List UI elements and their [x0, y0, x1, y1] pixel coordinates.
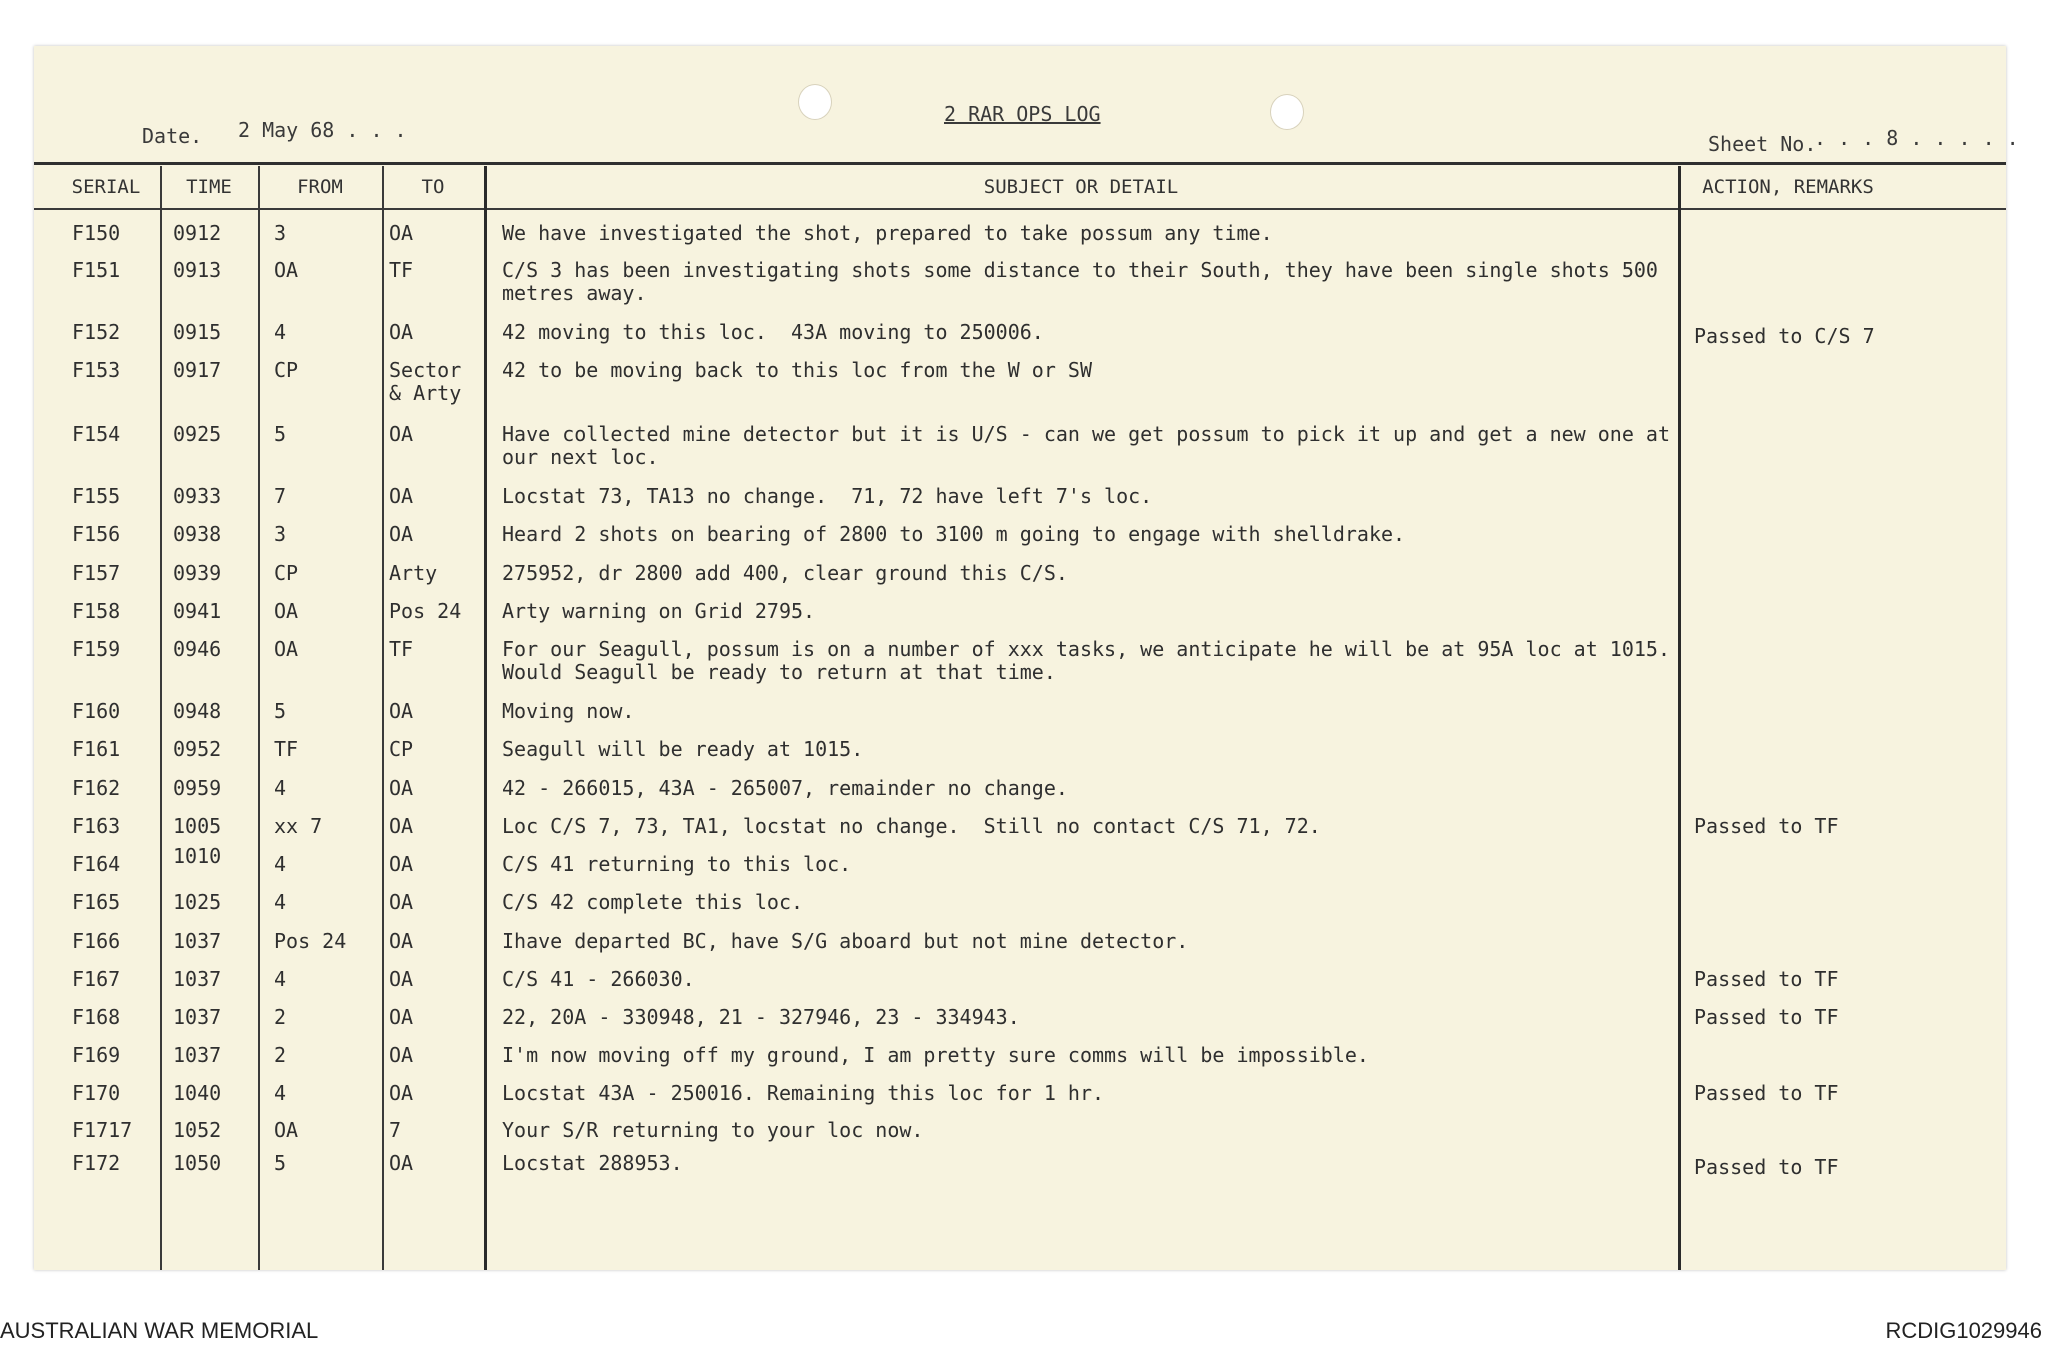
to-cell: OA — [389, 320, 414, 344]
from-cell: CP — [274, 561, 299, 585]
subject-cell: Have collected mine detector but it is U/S - can we get possum to pick it up and get a new one at our next loc. — [502, 422, 1683, 469]
subject-cell: Loc C/S 7, 73, TA1, locstat no change. Still no contact C/S 71, 72. — [502, 814, 1321, 838]
time-cell: 0912 — [173, 221, 222, 245]
subject-cell: C/S 41 - 266030. — [502, 967, 695, 991]
col-header-time: TIME — [186, 176, 232, 198]
time-cell: 0959 — [173, 776, 222, 800]
to-cell: OA — [389, 1081, 414, 1105]
from-cell: 3 — [274, 221, 287, 245]
header-rule-bottom — [34, 208, 2006, 210]
to-cell: OA — [389, 484, 414, 508]
time-cell: 0952 — [173, 737, 222, 761]
subject-cell: Seagull will be ready at 1015. — [502, 737, 864, 761]
from-cell: 5 — [274, 422, 287, 446]
archive-credit: AUSTRALIAN WAR MEMORIAL — [0, 1318, 319, 1343]
subject-cell: 275952, dr 2800 add 400, clear ground this C/S. — [502, 561, 1068, 585]
serial-cell: F164 — [72, 852, 121, 876]
serial-cell: F157 — [72, 561, 121, 585]
date-value: 2 May 68 . . . — [238, 118, 407, 142]
time-cell: 1037 — [173, 1005, 222, 1029]
to-cell: 7 — [389, 1118, 402, 1142]
time-cell: 0939 — [173, 561, 222, 585]
to-cell: OA — [389, 1005, 414, 1029]
action-cell: Passed to TF — [1694, 1155, 1839, 1179]
subject-cell: 42 to be moving back to this loc from the W or SW — [502, 358, 1093, 382]
time-cell: 1037 — [173, 929, 222, 953]
from-cell: OA — [274, 637, 299, 661]
to-cell: OA — [389, 814, 414, 838]
punch-hole-left — [798, 84, 832, 120]
time-cell: 0948 — [173, 699, 222, 723]
archive-id: RCDIG1029946 — [1885, 1318, 2042, 1343]
from-cell: OA — [274, 1118, 299, 1142]
subject-cell: We have investigated the shot, prepared to take possum any time. — [502, 221, 1273, 245]
subject-cell: I'm now moving off my ground, I am pretty sure comms will be impossible. — [502, 1043, 1369, 1067]
subject-cell: C/S 41 returning to this loc. — [502, 852, 852, 876]
col-header-subject: SUBJECT OR DETAIL — [983, 176, 1179, 198]
to-cell: Arty — [389, 561, 438, 585]
action-cell: Passed to TF — [1694, 814, 1839, 838]
to-cell: OA — [389, 776, 414, 800]
serial-cell: F165 — [72, 890, 121, 914]
to-cell: OA — [389, 1043, 414, 1067]
serial-cell: F154 — [72, 422, 121, 446]
subject-cell: Ihave departed BC, have S/G aboard but not mine detector. — [502, 929, 1189, 953]
time-cell: 1010 — [173, 844, 222, 868]
to-cell: OA — [389, 221, 414, 245]
serial-cell: F151 — [72, 258, 121, 282]
from-cell: Pos 24 — [274, 929, 347, 953]
subject-cell: 22, 20A - 330948, 21 - 327946, 23 - 334943. — [502, 1005, 1020, 1029]
time-cell: 1005 — [173, 814, 222, 838]
to-cell: OA — [389, 699, 414, 723]
to-cell: Pos 24 — [389, 599, 462, 623]
time-cell: 0946 — [173, 637, 222, 661]
subject-cell: 42 moving to this loc. 43A moving to 250006. — [502, 320, 1044, 344]
subject-cell: 42 - 266015, 43A - 265007, remainder no change. — [502, 776, 1068, 800]
serial-cell: F1717 — [72, 1118, 133, 1142]
from-cell: 7 — [274, 484, 287, 508]
from-cell: 5 — [274, 699, 287, 723]
from-cell: TF — [274, 737, 299, 761]
time-cell: 1037 — [173, 1043, 222, 1067]
subject-cell: Your S/R returning to your loc now. — [502, 1118, 924, 1142]
action-cell: Passed to TF — [1694, 1005, 1839, 1029]
col-divider-time — [258, 166, 260, 1270]
serial-cell: F162 — [72, 776, 121, 800]
to-cell: OA — [389, 422, 414, 446]
serial-cell: F158 — [72, 599, 121, 623]
col-header-from: FROM — [297, 176, 343, 198]
from-cell: OA — [274, 258, 299, 282]
col-divider-serial — [160, 166, 162, 1270]
serial-cell: F160 — [72, 699, 121, 723]
action-cell: Passed to TF — [1694, 967, 1839, 991]
to-cell: OA — [389, 522, 414, 546]
to-cell: OA — [389, 929, 414, 953]
serial-cell: F152 — [72, 320, 121, 344]
subject-cell: Arty warning on Grid 2795. — [502, 599, 816, 623]
to-cell: OA — [389, 852, 414, 876]
header-rule-top — [34, 162, 2006, 165]
subject-cell: Locstat 288953. — [502, 1151, 683, 1175]
col-divider-from — [382, 166, 384, 1270]
sheet-number-value: . . . 8 . . . . . — [1814, 126, 2019, 150]
log-sheet — [34, 46, 2019, 1270]
col-header-to: TO — [421, 176, 445, 198]
from-cell: xx 7 — [274, 814, 323, 838]
to-cell: OA — [389, 890, 414, 914]
from-cell: 4 — [274, 1081, 287, 1105]
serial-cell: F170 — [72, 1081, 121, 1105]
subject-cell: Locstat 73, TA13 no change. 71, 72 have left 7's loc. — [502, 484, 1153, 508]
time-cell: 0941 — [173, 599, 222, 623]
serial-cell: F153 — [72, 358, 121, 382]
serial-cell: F159 — [72, 637, 121, 661]
sheet-number-label: Sheet No. — [1708, 132, 1817, 156]
from-cell: 4 — [274, 967, 287, 991]
time-cell: 0917 — [173, 358, 222, 382]
to-cell: TF — [389, 258, 414, 282]
time-cell: 0933 — [173, 484, 222, 508]
time-cell: 1037 — [173, 967, 222, 991]
col-divider-to — [484, 166, 487, 1270]
serial-cell: F155 — [72, 484, 121, 508]
serial-cell: F172 — [72, 1151, 121, 1175]
subject-cell: Moving now. — [502, 699, 635, 723]
time-cell: 0913 — [173, 258, 222, 282]
serial-cell: F166 — [72, 929, 121, 953]
from-cell: 4 — [274, 890, 287, 914]
time-cell: 0938 — [173, 522, 222, 546]
time-cell: 1052 — [173, 1118, 222, 1142]
serial-cell: F169 — [72, 1043, 121, 1067]
time-cell: 1050 — [173, 1151, 222, 1175]
serial-cell: F150 — [72, 221, 121, 245]
from-cell: OA — [274, 599, 299, 623]
from-cell: 4 — [274, 852, 287, 876]
time-cell: 0915 — [173, 320, 222, 344]
time-cell: 1040 — [173, 1081, 222, 1105]
from-cell: 2 — [274, 1005, 287, 1029]
from-cell: 2 — [274, 1043, 287, 1067]
subject-cell: For our Seagull, possum is on a number of xxx tasks, we anticipate he will be at 95A loc at 1015. Would Seagull be ready to return at that time. — [502, 637, 1695, 684]
punch-hole-right — [1270, 94, 1304, 130]
from-cell: 4 — [274, 776, 287, 800]
serial-cell: F167 — [72, 967, 121, 991]
col-header-serial: SERIAL — [71, 176, 141, 198]
subject-cell: Heard 2 shots on bearing of 2800 to 3100 m going to engage with shelldrake. — [502, 522, 1406, 546]
to-cell: OA — [389, 1151, 414, 1175]
time-cell: 1025 — [173, 890, 222, 914]
from-cell: CP — [274, 358, 299, 382]
action-cell: Passed to C/S 7 — [1694, 324, 1875, 348]
log-title: 2 RAR OPS LOG — [944, 102, 1101, 126]
to-cell: TF — [389, 637, 414, 661]
subject-cell: C/S 3 has been investigating shots some distance to their South, they have been single shots 500 metres away. — [502, 258, 1670, 305]
to-cell: OA — [389, 967, 414, 991]
subject-cell: C/S 42 complete this loc. — [502, 890, 804, 914]
from-cell: 5 — [274, 1151, 287, 1175]
serial-cell: F161 — [72, 737, 121, 761]
date-label: Date. — [142, 124, 203, 148]
subject-cell: Locstat 43A - 250016. Remaining this loc for 1 hr. — [502, 1081, 1105, 1105]
serial-cell: F168 — [72, 1005, 121, 1029]
time-cell: 0925 — [173, 422, 222, 446]
serial-cell: F163 — [72, 814, 121, 838]
from-cell: 3 — [274, 522, 287, 546]
serial-cell: F156 — [72, 522, 121, 546]
action-cell: Passed to TF — [1694, 1081, 1839, 1105]
to-cell: CP — [389, 737, 414, 761]
to-cell: Sector & Arty — [389, 358, 462, 405]
from-cell: 4 — [274, 320, 287, 344]
col-header-action: ACTION, REMARKS — [1702, 176, 1874, 198]
